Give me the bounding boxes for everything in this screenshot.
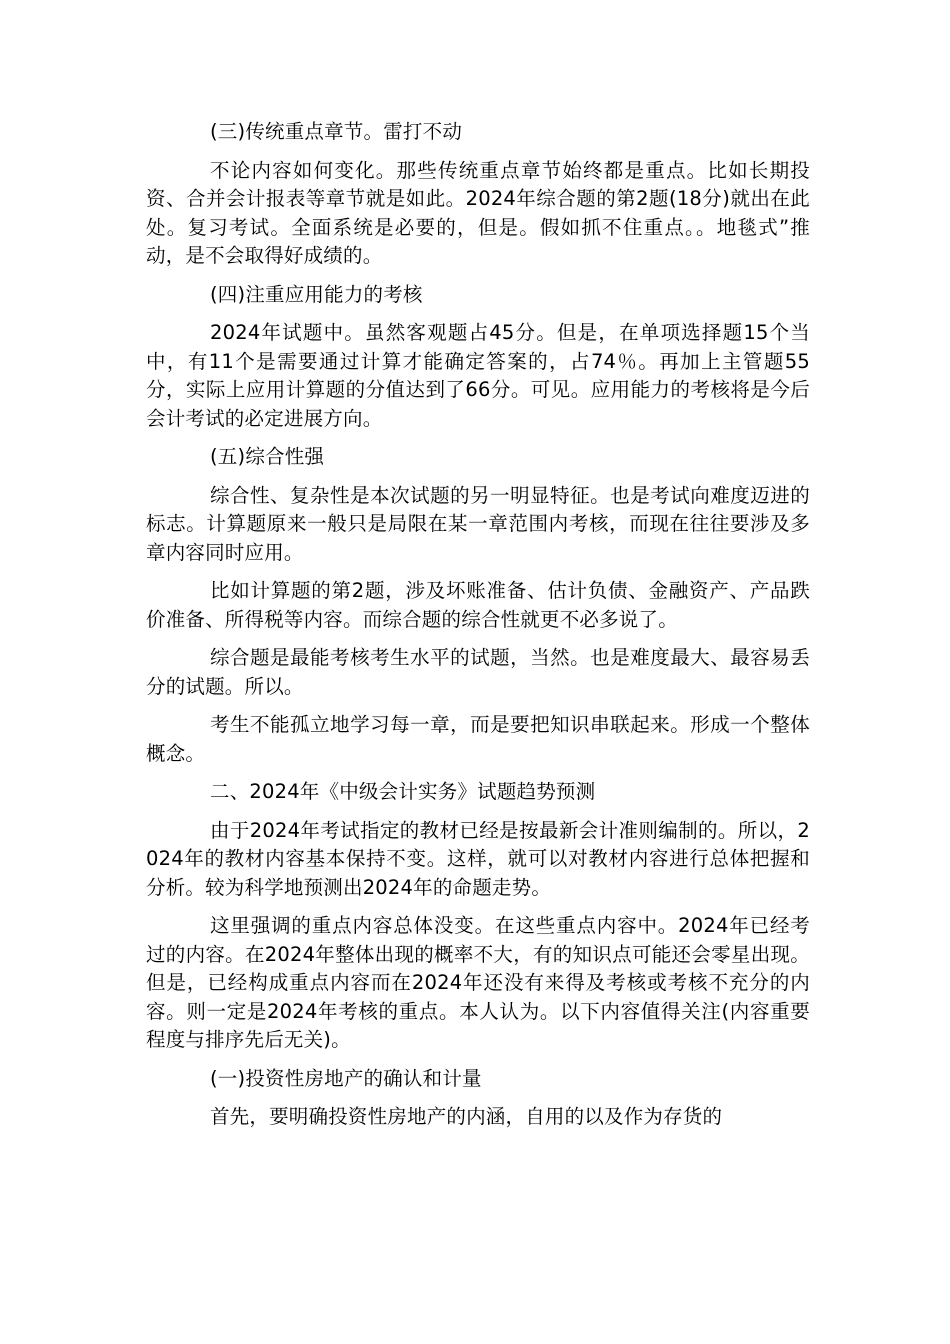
- document-body: [146, 118, 810, 1132]
- paragraph: 比如计算题的第2题，涉及坏账准备、估计负债、金融资产、产品跌价准备、所得税等内容。而综合题的综合性就更不必多说了。: [146, 579, 810, 631]
- section-heading-3: (三)传统重点章节。雷打不动: [210, 120, 463, 143]
- paragraph: 不论内容如何变化。那些传统重点章节始终都是重点。比如长期投资、合并会计报表等章节就是如此。2024年综合题的第2题(18分)就出在此处。复习考试。全面系统是必要的，但是。假如抓不住重点。。地毯式”推动，是不会取得好成绩的。: [146, 158, 810, 267]
- paragraph: 考生不能孤立地学习每一章，而是要把知识串联起来。形成一个整体概念。: [146, 713, 810, 765]
- paragraph: 综合题是最能考核考生水平的试题，当然。也是难度最大、最容易丢分的试题。所以。: [146, 646, 810, 698]
- section-heading-4: (四)注重应用能力的考核: [210, 282, 423, 306]
- paragraph: 首先，要明确投资性房地产的内涵，自用的以及作为存货的: [210, 1105, 723, 1128]
- paragraph: 综合性、复杂性是本次试题的另一明显特征。也是考试向难度迈进的标志。计算题原来一般只是局限在某一章范围内考核，而现在往往要涉及多章内容同时应用。: [146, 483, 810, 564]
- paragraph: 2024年试题中。虽然客观题占45分。但是，在单项选择题15个当中，有11个是需要通过计算才能确定答案的，占74％。再加上主管题55分，实际上应用计算题的分值达到了66分。可见。应用能力的考核将是今后会计考试的必定进展方向。: [146, 321, 810, 430]
- section-heading-5: (五)综合性强: [210, 445, 325, 468]
- paragraph: 由于2024年考试指定的教材已经是按最新会计准则编制的。所以，2024年的教材内容基本保持不变。这样，就可以对教材内容进行总体把握和分析。较为科学地预测出2024年的命题走势。: [146, 818, 810, 899]
- section-heading-1: (一)投资性房地产的确认和计量: [210, 1066, 482, 1090]
- section-heading-2: 二、2024年《中级会计实务》试题趋势预测: [210, 780, 596, 803]
- paragraph: 这里强调的重点内容总体没变。在这些重点内容中。2024年已经考过的内容。在2024年整体出现的概率不大，有的知识点可能还会零星出现。但是，已经构成重点内容而在2024年还没有来得及考核或考核不充分的内容。则一定是2024年考核的重点。本人认为。以下内容值得关注(内容重要程度与排序先后无关)。: [146, 914, 810, 1051]
